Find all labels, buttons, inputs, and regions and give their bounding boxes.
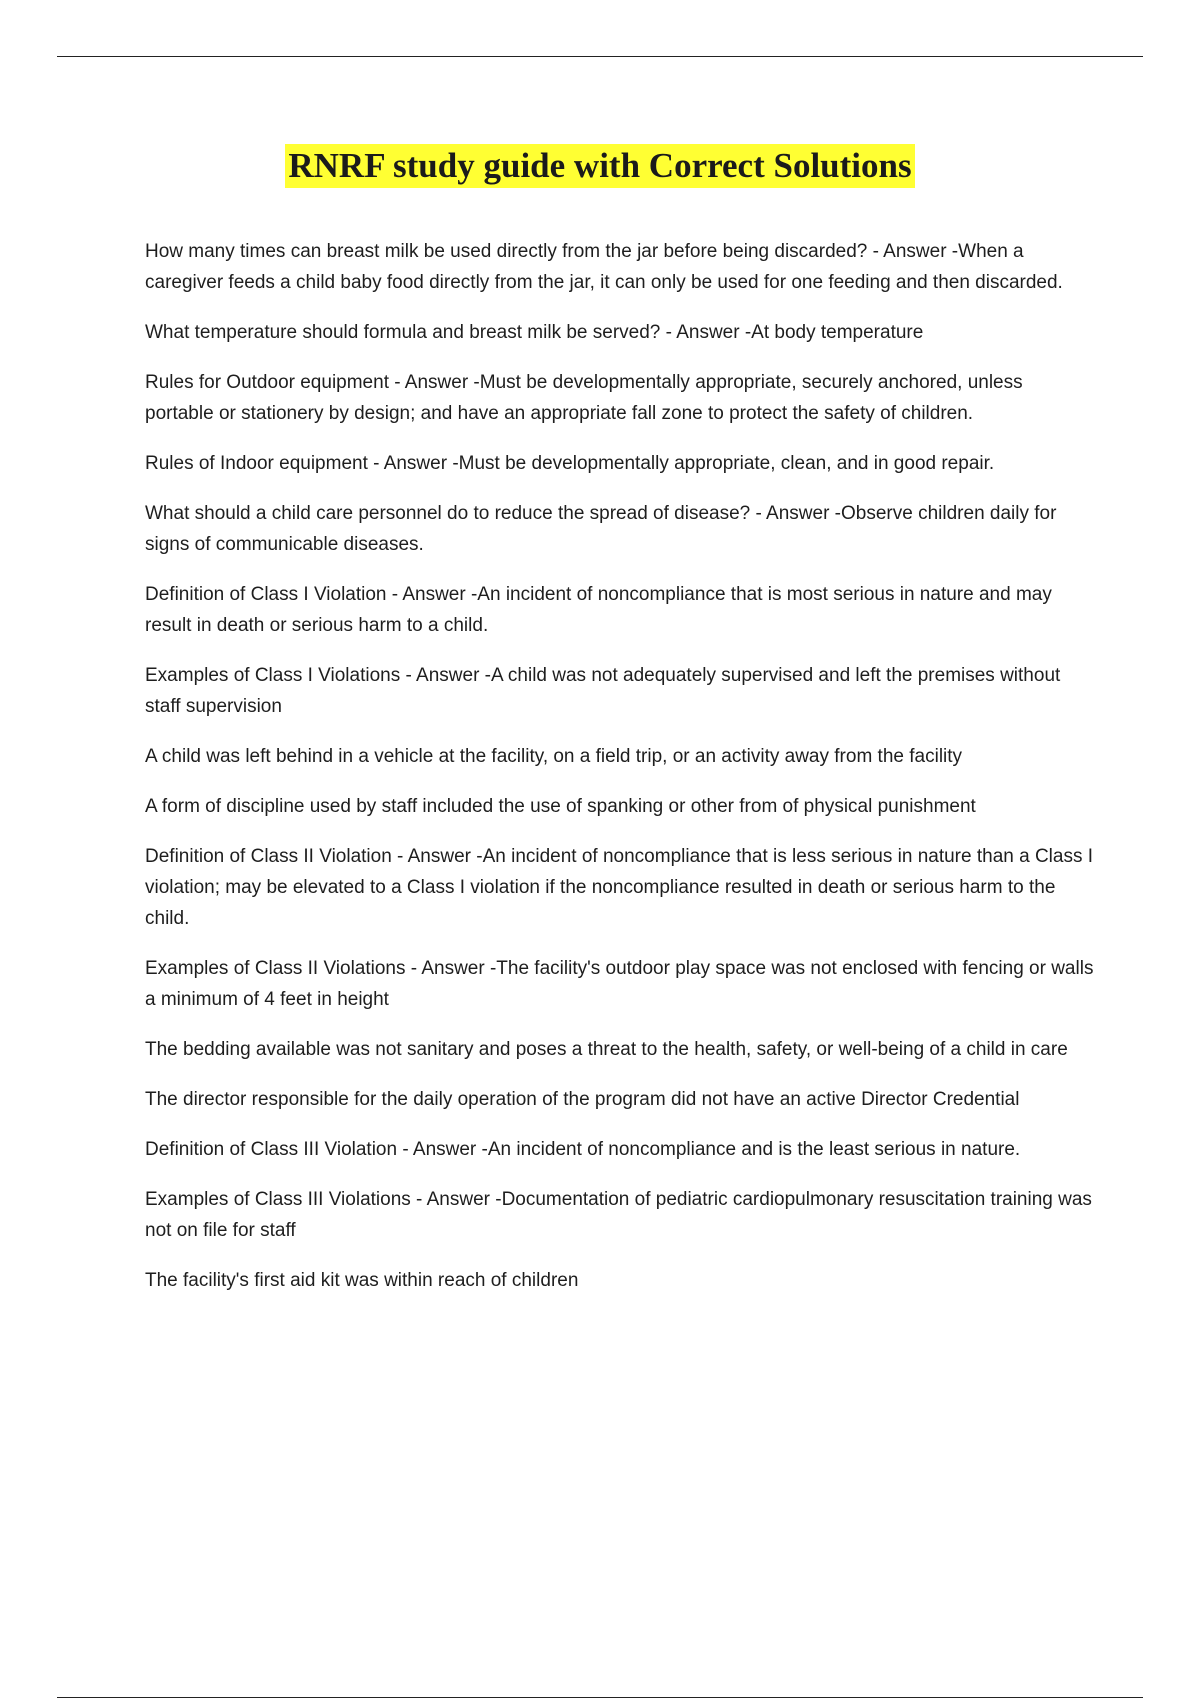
paragraph: How many times can breast milk be used directly from the jar before being discarded? - Answer -When a caregiver feeds a child baby food directly from the jar, it can only be used for one feeding and then discarded. [145, 241, 1063, 293]
paragraph: A child was left behind in a vehicle at the facility, on a field trip, or an activity away from the facility [145, 746, 963, 767]
paragraph: Rules of Indoor equipment - Answer -Must be developmentally appropriate, clean, and in good repair. [145, 453, 995, 474]
paragraph: What temperature should formula and breast milk be served? - Answer -At body temperature [145, 322, 924, 343]
document-title: RNRF study guide with Correct Solutions [285, 144, 914, 188]
top-rule [57, 56, 1143, 57]
paragraph: What should a child care personnel do to reduce the spread of disease? - Answer -Observe children daily for signs of communicable diseases. [145, 503, 1057, 555]
paragraph: Definition of Class I Violation - Answer -An incident of noncompliance that is most serious in nature and may result in death or serious harm to a child. [145, 584, 1052, 636]
paragraph: Examples of Class III Violations - Answer -Documentation of pediatric cardiopulmonary resuscitation training was not on file for staff [145, 1189, 1092, 1241]
paragraph: The facility's first aid kit was within reach of children [145, 1270, 579, 1291]
paragraph: The bedding available was not sanitary and poses a threat to the health, safety, or well-being of a child in care [145, 1039, 1068, 1060]
title-container [0, 144, 1200, 188]
paragraph: The director responsible for the daily operation of the program did not have an active Director Credential [145, 1089, 1020, 1110]
paragraph: A form of discipline used by staff included the use of spanking or other from of physical punishment [145, 796, 976, 817]
paragraph: Examples of Class II Violations - Answer -The facility's outdoor play space was not enclosed with fencing or walls a minimum of 4 feet in height [145, 958, 1094, 1010]
paragraph: Examples of Class I Violations - Answer -A child was not adequately supervised and left the premises without staff supervision [145, 665, 1061, 717]
paragraph: Rules for Outdoor equipment - Answer -Must be developmentally appropriate, securely anchored, unless portable or stationery by design; and have an appropriate fall zone to protect the safety of children. [145, 372, 1023, 424]
bottom-rule [57, 1697, 1143, 1698]
paragraph: Definition of Class III Violation - Answer -An incident of noncompliance and is the least serious in nature. [145, 1139, 1021, 1160]
document-body [145, 236, 1095, 1315]
paragraph: Definition of Class II Violation - Answer -An incident of noncompliance that is less serious in nature than a Class I violation; may be elevated to a Class I violation if the noncompliance resulted in death or serious harm to the child. [145, 846, 1094, 929]
